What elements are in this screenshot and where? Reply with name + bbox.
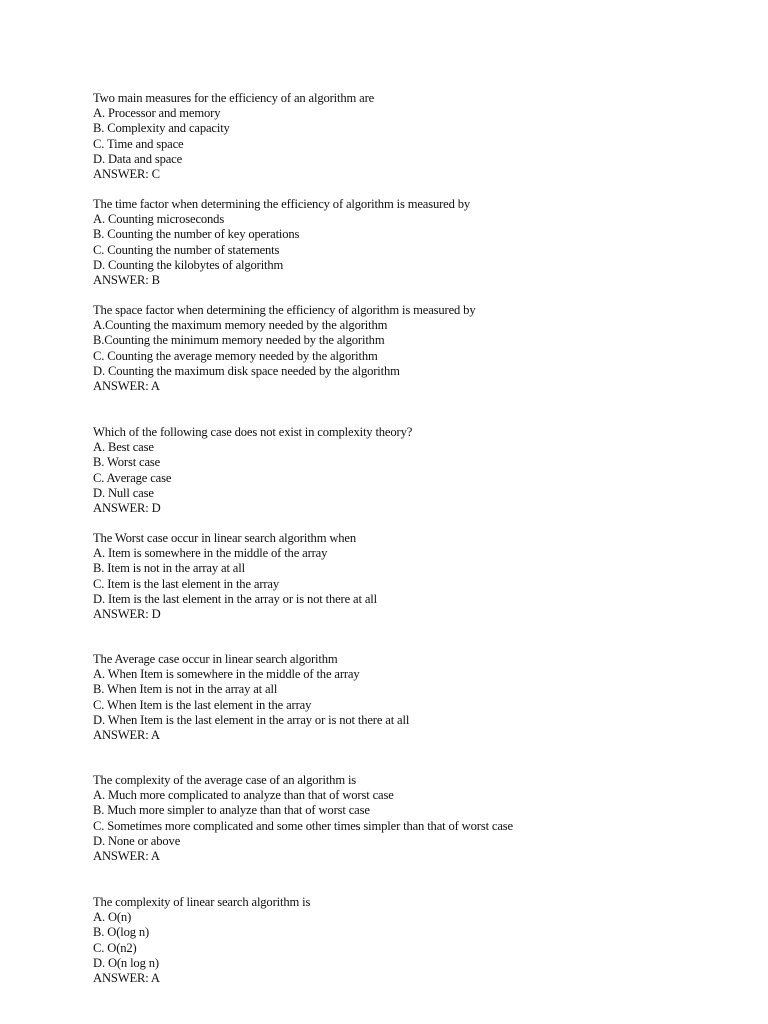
answer-text: ANSWER: A [93, 848, 160, 863]
option-a: A. When Item is somewhere in the middle of the array [93, 667, 360, 682]
option-d: D. Counting the maximum disk space needed by the algorithm [93, 363, 400, 378]
option-c: C. Counting the number of statements [93, 242, 280, 257]
question-text: The Average case occur in linear search algorithm [93, 652, 338, 666]
option-b: B.Counting the minimum memory needed by the algorithm [93, 333, 385, 348]
option-c: C. When Item is the last element in the array [93, 697, 312, 712]
option-c: C. Sometimes more complicated and some other times simpler than that of worst case [93, 818, 513, 833]
option-d: D. None or above [93, 833, 181, 848]
option-a: A. Much more complicated to analyze than that of worst case [93, 788, 394, 803]
option-b: B. O(log n) [93, 925, 150, 940]
question-text: Which of the following case does not exist in complexity theory? [93, 425, 413, 439]
option-d: D. Data and space [93, 151, 183, 166]
option-d: D. When Item is the last element in the array or is not there at all [93, 712, 410, 727]
question-block [93, 773, 753, 864]
option-d: D. O(n log n) [93, 955, 159, 970]
question-block [93, 425, 753, 516]
option-a: A.Counting the maximum memory needed by the algorithm [93, 318, 388, 333]
answer-text: ANSWER: A [93, 970, 160, 985]
question-text: The time factor when determining the efficiency of algorithm is measured by [93, 197, 471, 211]
question-block [93, 197, 753, 288]
answer-text: ANSWER: A [93, 378, 160, 393]
question-block [93, 895, 753, 986]
option-a: A. O(n) [93, 910, 132, 925]
option-c: C. O(n2) [93, 940, 137, 955]
option-a: A. Item is somewhere in the middle of the array [93, 546, 328, 561]
question-block [93, 91, 753, 182]
option-a: A. Processor and memory [93, 106, 221, 121]
option-c: C. Item is the last element in the array [93, 576, 279, 591]
question-text: The Worst case occur in linear search algorithm when [93, 531, 357, 545]
answer-text: ANSWER: D [93, 606, 161, 621]
option-b: B. Much more simpler to analyze than that of worst case [93, 803, 370, 818]
option-b: B. Worst case [93, 455, 161, 470]
option-b: B. Counting the number of key operations [93, 227, 300, 242]
question-text: The complexity of linear search algorithm is [93, 895, 311, 909]
answer-text: ANSWER: A [93, 727, 160, 742]
question-text: The space factor when determining the efficiency of algorithm is measured by [93, 303, 476, 317]
answer-text: ANSWER: B [93, 272, 160, 287]
option-b: B. Complexity and capacity [93, 121, 230, 136]
question-block [93, 652, 753, 743]
option-c: C. Counting the average memory needed by the algorithm [93, 348, 378, 363]
question-text: The complexity of the average case of an algorithm is [93, 773, 357, 787]
option-b: B. When Item is not in the array at all [93, 682, 278, 697]
answer-text: ANSWER: D [93, 500, 161, 515]
option-a: A. Best case [93, 440, 154, 455]
option-b: B. Item is not in the array at all [93, 561, 245, 576]
question-text: Two main measures for the efficiency of an algorithm are [93, 91, 375, 105]
answer-text: ANSWER: C [93, 166, 160, 181]
question-block [93, 303, 753, 394]
option-d: D. Null case [93, 485, 154, 500]
option-c: C. Average case [93, 470, 172, 485]
option-d: D. Counting the kilobytes of algorithm [93, 257, 284, 272]
option-c: C. Time and space [93, 136, 184, 151]
question-block [93, 531, 753, 622]
option-d: D. Item is the last element in the array or is not there at all [93, 591, 377, 606]
option-a: A. Counting microseconds [93, 212, 225, 227]
